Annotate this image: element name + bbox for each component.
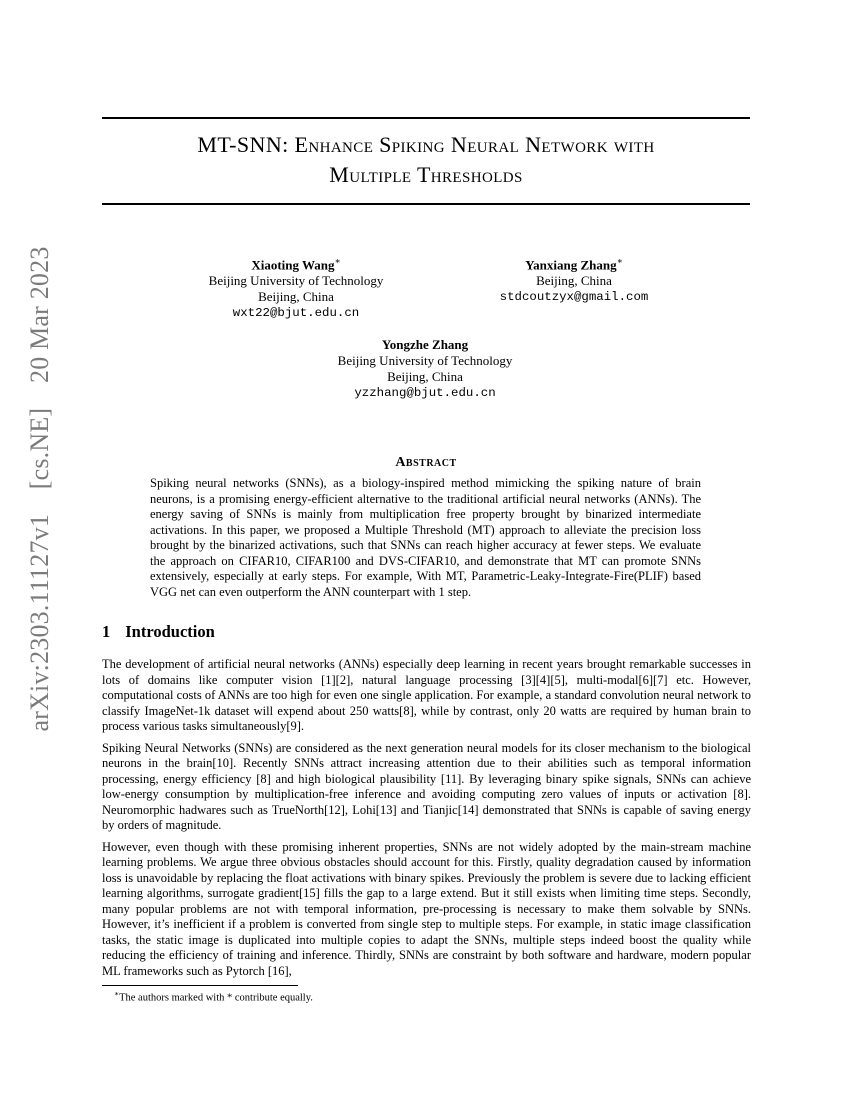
abstract-heading: Abstract	[395, 455, 457, 470]
paragraph: However, even though with these promising inherent properties, SNNs are not widely adopted by the main-stream machine learning problems. We argue three obvious obstacles should account for this. Firstly, quality degradation caused by information loss is unavoidable by replacing the float activations with binary spikes. Previously the problem is severe due to lacking efficient learning algorithms, surrogate gradient[15] fills the gap to a large extend. But it still exists when limiting time steps. Secondly, many popular problems are not with temporal information, pre-processing is necessary to make them solvable by SNNs. However, it’s inefficient if a problem is converted from single step to multiple steps. For example, in static image classification tasks, the static image is duplicated into multiple copies to adapt the SNNs, multiple steps indeed boost the quality while reducing the efficiency of training and inference. Thirdly, SNNs are constraint by both software and hardware, modern popular ML frameworks such as Pytorch [16],	[102, 839, 751, 978]
author-location: Beijing, China	[258, 289, 334, 305]
author-location: Beijing, China	[387, 369, 463, 384]
author-affiliation: Beijing University of Technology	[208, 273, 384, 289]
title-top-rule	[102, 117, 750, 119]
author-block	[186, 253, 406, 321]
author-block	[464, 253, 684, 305]
paragraph: Spiking Neural Networks (SNNs) are considered as the next generation neural models for its closer mechanism to the biological neurons in the brain[10]. Recently SNNs attract increasing attention due to their abilities such as temporal information processing, energy efficiency [8] and high biological plausibility [11]. By leveraging binary spike signals, SNNs can achieve low-energy consumption by multiplication-free inference and avoiding computing zero values of inputs or activation [8]. Neuromorphic hadwares such as TrueNorth[12], Lohi[13] and Tianjic[14] demonstrated that SNNs is capable of saving energy by orders of magnitude.	[102, 740, 751, 832]
title-line-2: Multiple Thresholds	[329, 162, 523, 187]
arxiv-identifier-stamp	[25, 228, 55, 731]
author-affiliation: Beijing University of Technology	[337, 353, 513, 368]
author-name: Yongzhe Zhang	[381, 337, 469, 352]
footnote-rule	[102, 985, 298, 986]
author-email: yzzhang@bjut.edu.cn	[354, 386, 496, 400]
section-title: Introduction	[125, 622, 215, 641]
paper-title	[102, 131, 750, 189]
author-block	[315, 337, 535, 401]
title-bottom-rule	[102, 203, 750, 205]
footnote-mark: ∗	[114, 989, 120, 998]
paragraph: The development of artificial neural networks (ANNs) especially deep learning in recent years brought remarkable successes in lots of domains like computer vision [1][2], natural language processing [3][4][5], multi-modal[6][7] etc. However, computational costs of ANNs are too high for even one single application. For example, a standard convolution neural network to classify ImageNet-1k dataset will expend about 250 watts[8], while by contrast, only 20 watts are required by human brain to process various tasks simultaneously[9].	[102, 657, 751, 733]
arxiv-date: 20 Mar 2023	[25, 246, 54, 383]
body-text	[102, 657, 751, 985]
section-number: 1	[102, 622, 111, 641]
author-name: Xiaoting Wang∗	[251, 256, 341, 273]
arxiv-id: arXiv:2303.11127v1	[25, 513, 54, 732]
author-email: wxt22@bjut.edu.cn	[232, 306, 360, 321]
arxiv-category: [cs.NE]	[25, 407, 54, 490]
section-heading	[102, 622, 215, 642]
footnote	[114, 989, 313, 1004]
title-line-1: MT-SNN: Enhance Spiking Neural Network with	[197, 132, 655, 157]
author-name: Yanxiang Zhang∗	[525, 256, 623, 273]
author-email: stdcoutzyx@gmail.com	[499, 290, 649, 305]
author-location: Beijing, China	[536, 273, 612, 289]
abstract-text: Spiking neural networks (SNNs), as a biology-inspired method mimicking the spiking nature of brain neurons, is a promising energy-efficient alternative to the traditional artificial neural networks (ANNs). The energy saving of SNNs is mainly from multiplication free property brought by binarized intermediate activations. In this paper, we proposed a Multiple Threshold (MT) approach to alleviate the precision loss brought by the binarized activations, such that SNNs can reach higher accuracy at fewer steps. We evaluate the approach on CIFAR10, CIFAR100 and DVS-CIFAR10, and demonstrate that MT can promote SNNs extensively, especially at early steps. For example, With MT, Parametric-Leaky-Integrate-Fire(PLIF) based VGG net can even outperform the ANN counterpart with 1 step.	[150, 476, 701, 599]
footnote-text: The authors marked with * contribute equally.	[119, 992, 313, 1004]
